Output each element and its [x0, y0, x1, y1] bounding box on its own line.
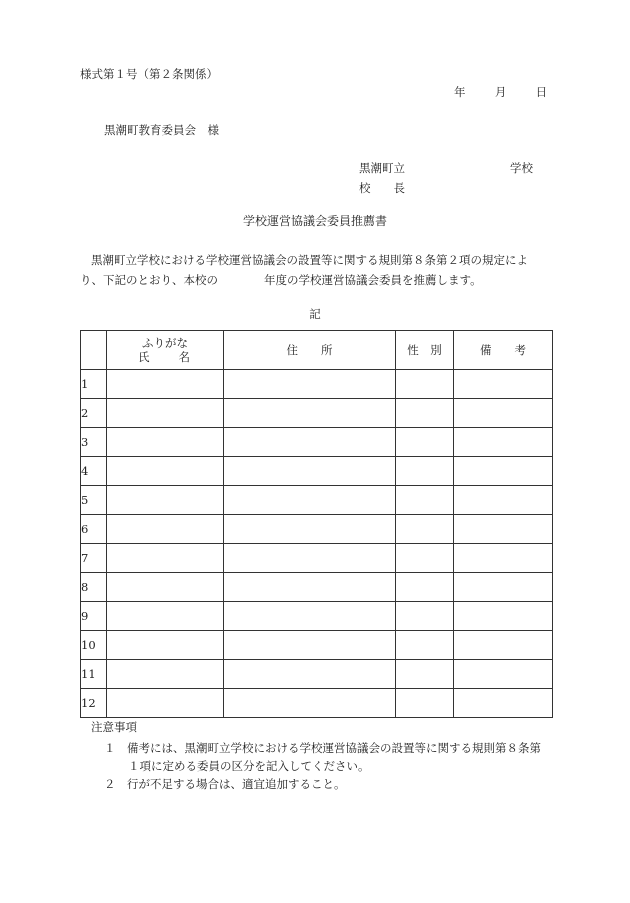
address-cell: [224, 631, 396, 660]
row-number: 4: [81, 457, 107, 486]
address-cell: [224, 457, 396, 486]
row-number: 6: [81, 515, 107, 544]
note-item-1-line-1: １ 備考には、黒潮町立学校における学校運営協議会の設置等に関する規則第８条第: [104, 741, 541, 755]
name-cell: [107, 689, 224, 718]
row-number: 12: [81, 689, 107, 718]
table-row: [81, 602, 553, 631]
header-name: 氏 名: [138, 350, 192, 364]
name-cell: [107, 631, 224, 660]
gender-cell: [396, 457, 454, 486]
table-row: [81, 689, 553, 718]
header-name-cell: [107, 331, 224, 370]
remarks-cell: [454, 428, 553, 457]
row-number: 9: [81, 602, 107, 631]
remarks-cell: [454, 631, 553, 660]
header-gender: 性 別: [396, 331, 454, 370]
address-cell: [224, 486, 396, 515]
remarks-cell: [454, 660, 553, 689]
address-cell: [224, 573, 396, 602]
table-row: [81, 370, 553, 399]
table-row: [81, 515, 553, 544]
name-cell: [107, 602, 224, 631]
gender-cell: [396, 544, 454, 573]
remarks-cell: [454, 486, 553, 515]
table-row: [81, 457, 553, 486]
note-item-2: ２ 行が不足する場合は、適宜追加すること。: [104, 777, 346, 791]
table-row: [81, 399, 553, 428]
remarks-cell: [454, 399, 553, 428]
address-cell: [224, 428, 396, 457]
date-line: [454, 84, 547, 100]
table-row: [81, 631, 553, 660]
name-cell: [107, 486, 224, 515]
table-header-row: [81, 331, 553, 370]
name-cell: [107, 457, 224, 486]
table-row: [81, 544, 553, 573]
gender-cell: [396, 660, 454, 689]
remarks-cell: [454, 573, 553, 602]
document-title: 学校運営協議会委員推薦書: [242, 214, 387, 228]
gender-cell: [396, 573, 454, 602]
nominee-table: [80, 330, 553, 718]
table-row: [81, 428, 553, 457]
date-month: 月: [494, 85, 507, 99]
address-cell: [224, 660, 396, 689]
row-number: 7: [81, 544, 107, 573]
name-cell: [107, 573, 224, 602]
name-cell: [107, 544, 224, 573]
form-number: 様式第１号（第２条関係）: [80, 67, 218, 81]
gender-cell: [396, 486, 454, 515]
school-name-prefix: 黒潮町立: [359, 161, 405, 175]
gender-cell: [396, 515, 454, 544]
principal-label: 校 長: [359, 181, 405, 195]
row-number: 11: [81, 660, 107, 689]
gender-cell: [396, 689, 454, 718]
address-cell: [224, 370, 396, 399]
name-cell: [107, 428, 224, 457]
address-cell: [224, 544, 396, 573]
table-row: [81, 573, 553, 602]
gender-cell: [396, 399, 454, 428]
remarks-cell: [454, 689, 553, 718]
name-cell: [107, 515, 224, 544]
date-year: 年: [454, 85, 466, 99]
addressee: 黒潮町教育委員会 様: [104, 123, 219, 137]
row-number: 10: [81, 631, 107, 660]
name-cell: [107, 399, 224, 428]
body-text-line-2: り、下記のとおり、本校の 年度の学校運営協議会委員を推薦します。: [80, 273, 482, 287]
gender-cell: [396, 631, 454, 660]
name-cell: [107, 370, 224, 399]
gender-cell: [396, 428, 454, 457]
row-number: 5: [81, 486, 107, 515]
school-name-suffix: 学校: [510, 161, 533, 175]
remarks-cell: [454, 457, 553, 486]
header-number-cell: [81, 331, 107, 370]
body-text-line-1: 黒潮町立学校における学校運営協議会の設置等に関する規則第８条第２項の規定によ: [91, 253, 528, 267]
header-remarks: 備 考: [454, 331, 553, 370]
date-day: 日: [535, 85, 548, 99]
remarks-cell: [454, 602, 553, 631]
name-cell: [107, 660, 224, 689]
table-row: [81, 486, 553, 515]
remarks-cell: [454, 544, 553, 573]
row-number: 1: [81, 370, 107, 399]
remarks-cell: [454, 515, 553, 544]
header-address: 住 所: [224, 331, 396, 370]
ki-heading: 記: [309, 307, 321, 321]
address-cell: [224, 602, 396, 631]
table-row: [81, 660, 553, 689]
header-furigana: ふりがな: [142, 336, 188, 350]
notes-heading: 注意事項: [91, 720, 137, 734]
gender-cell: [396, 602, 454, 631]
remarks-cell: [454, 370, 553, 399]
row-number: 8: [81, 573, 107, 602]
row-number: 3: [81, 428, 107, 457]
row-number: 2: [81, 399, 107, 428]
address-cell: [224, 689, 396, 718]
address-cell: [224, 515, 396, 544]
address-cell: [224, 399, 396, 428]
note-item-1-line-2: １項に定める委員の区分を記入してください。: [128, 759, 370, 773]
gender-cell: [396, 370, 454, 399]
